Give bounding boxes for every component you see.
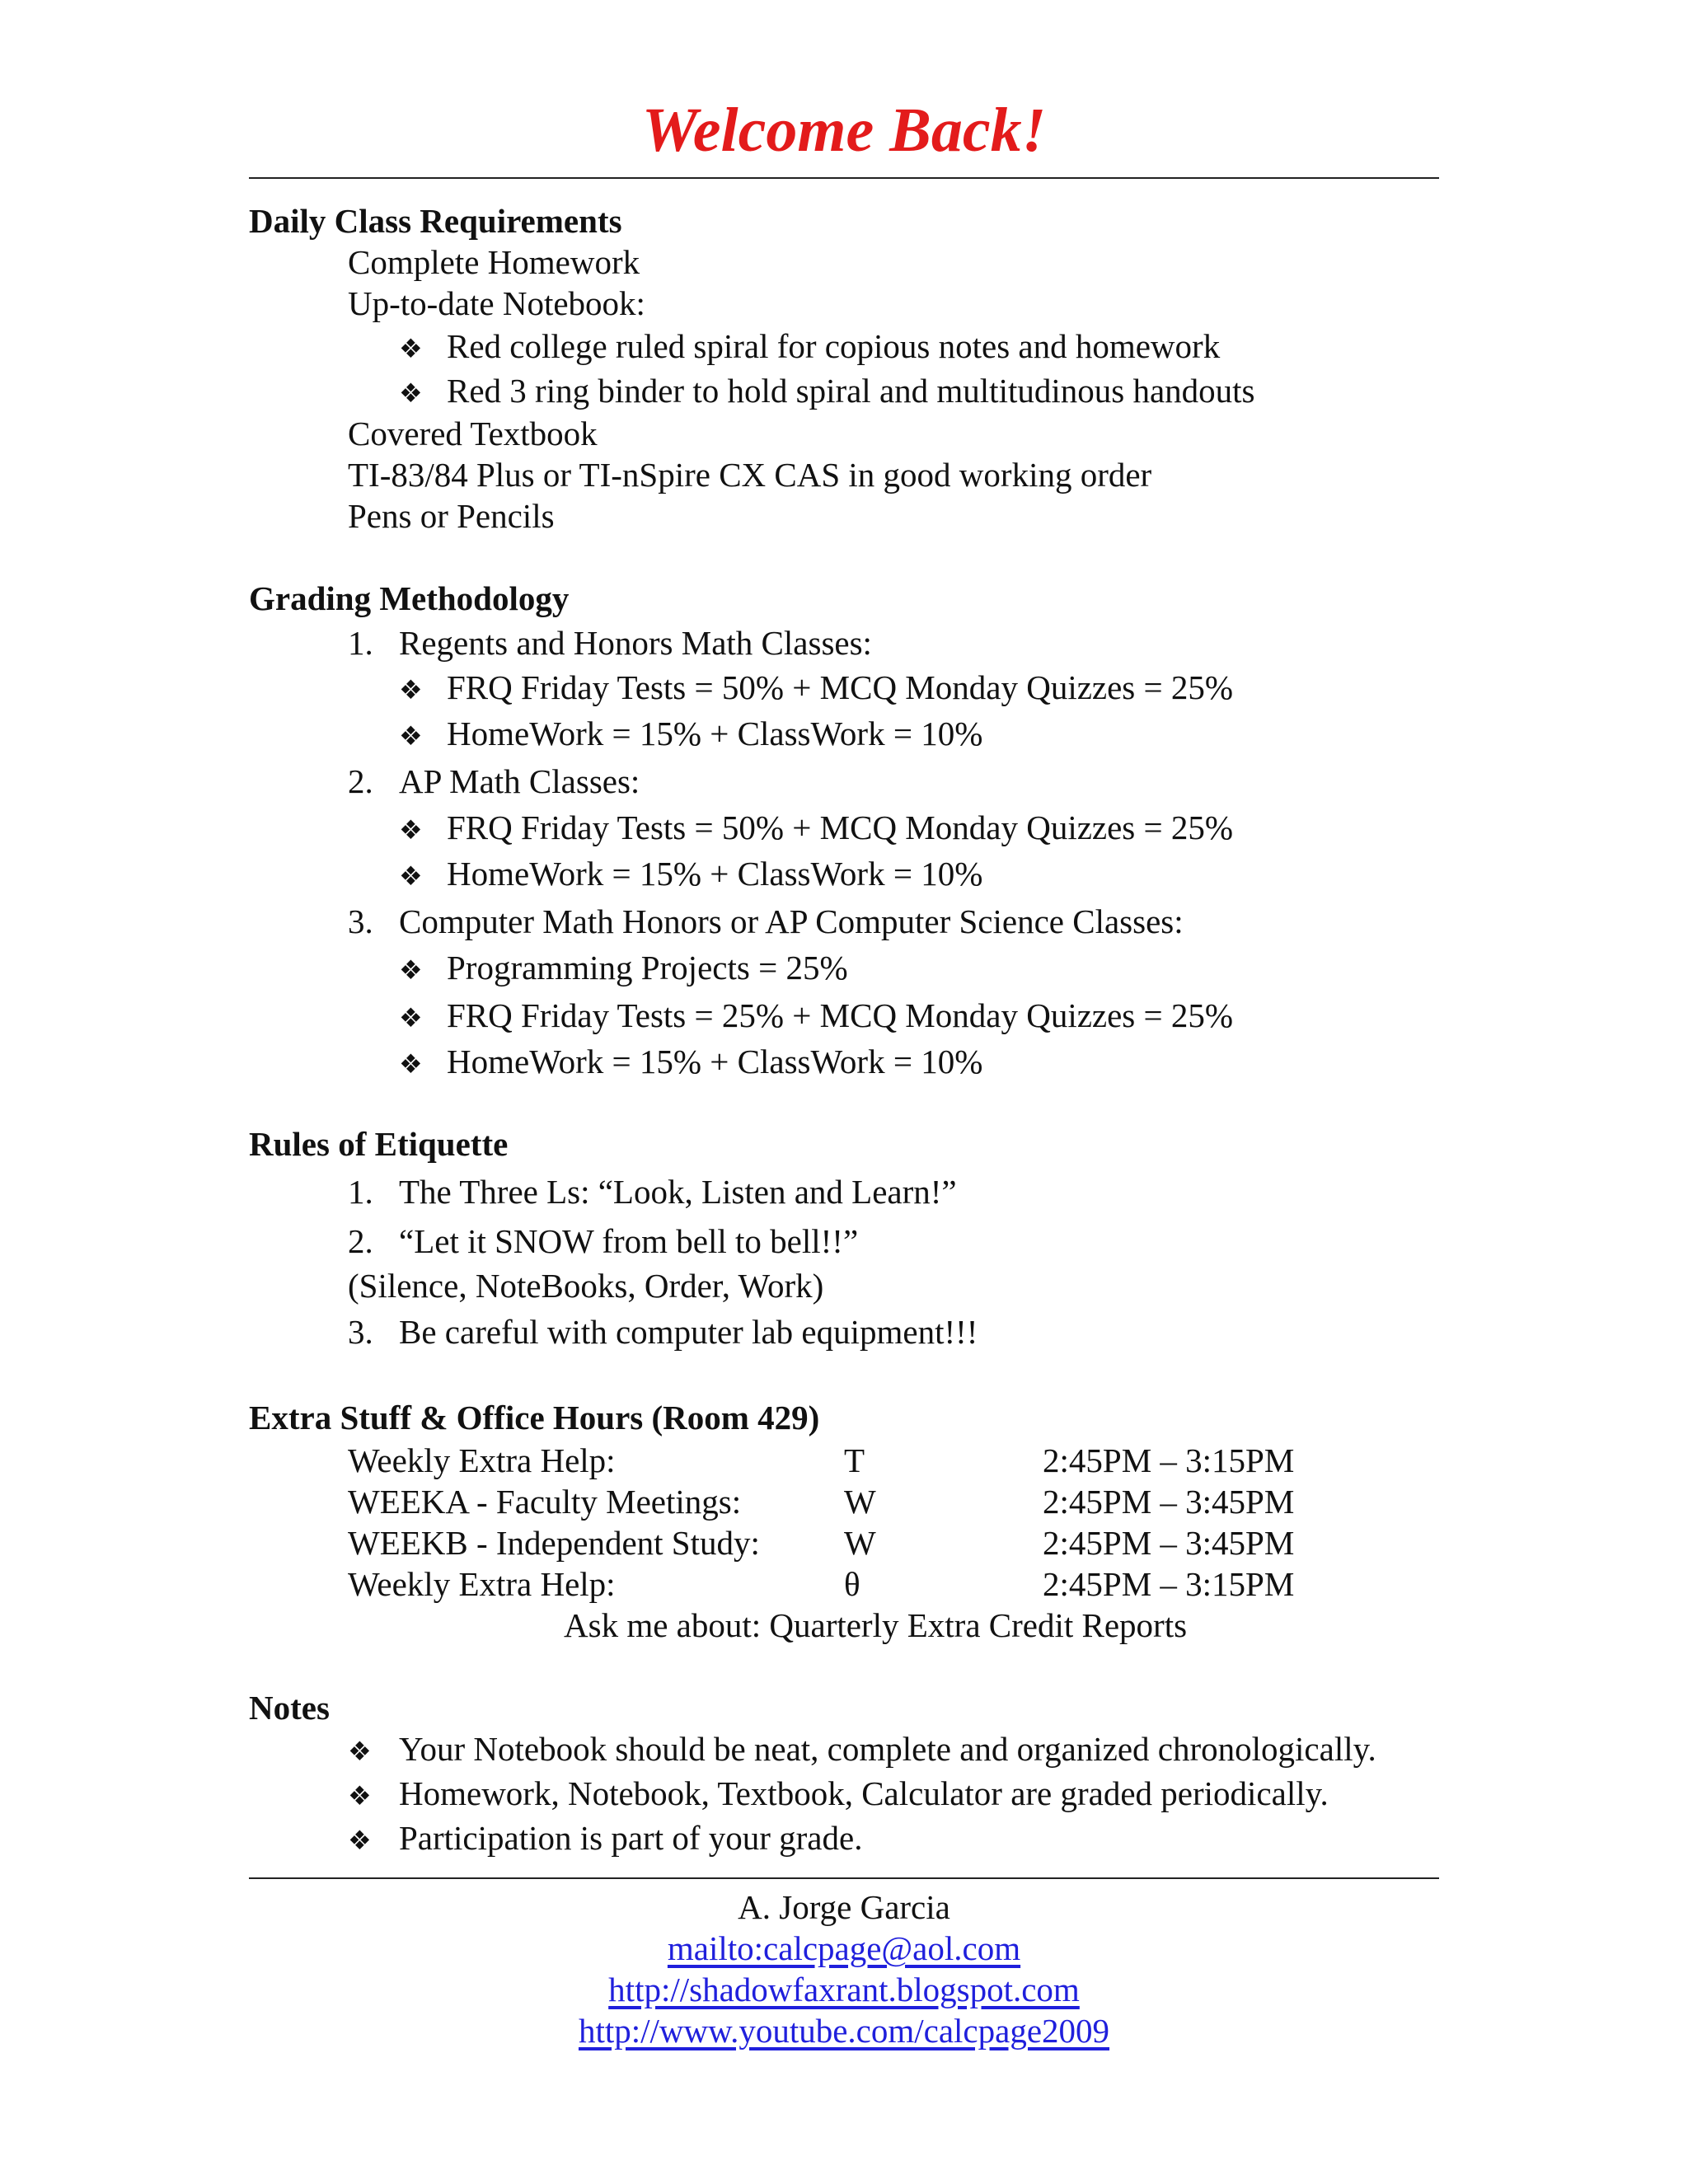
- blog-link[interactable]: http://shadowfaxrant.blogspot.com: [608, 1971, 1080, 2008]
- page-title: Welcome Back!: [641, 96, 1047, 165]
- daily-item: Complete Homework: [348, 243, 640, 281]
- diamond-bullet-icon: ❖: [399, 378, 423, 408]
- diamond-bullet-icon: ❖: [399, 334, 423, 363]
- etiquette-note: (Silence, NoteBooks, Order, Work): [348, 1267, 824, 1305]
- diamond-bullet-icon: ❖: [399, 861, 423, 891]
- list-item: ❖ HomeWork = 15% + ClassWork = 10%: [399, 715, 983, 752]
- email-link[interactable]: mailto:calcpage@aol.com: [667, 1929, 1021, 1967]
- email-link-wrap: [0, 1929, 1688, 1967]
- diamond-bullet-icon: ❖: [348, 1825, 372, 1855]
- daily-item: TI-83/84 Plus or TI-nSpire CX CAS in good working order: [348, 456, 1152, 494]
- office-hours-label: Weekly Extra Help:: [348, 1565, 616, 1603]
- bottom-divider: [249, 1877, 1439, 1879]
- youtube-link[interactable]: http://www.youtube.com/calcpage2009: [578, 2012, 1110, 2050]
- daily-item: Up-to-date Notebook:: [348, 284, 645, 322]
- office-hours-time: 2:45PM – 3:45PM: [1043, 1483, 1295, 1521]
- diamond-bullet-icon: ❖: [348, 1736, 372, 1766]
- etiquette-item: 3. Be careful with computer lab equipment!!!: [348, 1313, 978, 1351]
- office-hours-day: θ: [844, 1565, 860, 1603]
- daily-item: Covered Textbook: [348, 415, 598, 452]
- diamond-bullet-icon: ❖: [399, 815, 423, 845]
- extra-credit-note: Ask me about: Quarterly Extra Credit Reports: [564, 1606, 1188, 1644]
- extra-heading: Extra Stuff & Office Hours (Room 429): [249, 1399, 820, 1436]
- list-item: ❖ FRQ Friday Tests = 50% + MCQ Monday Quizzes = 25%: [399, 808, 1234, 846]
- diamond-bullet-icon: ❖: [348, 1781, 372, 1811]
- office-hours-time: 2:45PM – 3:15PM: [1043, 1565, 1295, 1603]
- list-item: ❖ Red 3 ring binder to hold spiral and multitudinous handouts: [399, 372, 1255, 410]
- office-hours-label: WEEKA - Faculty Meetings:: [348, 1483, 742, 1521]
- office-hours-label: WEEKB - Independent Study:: [348, 1524, 760, 1562]
- list-item: ❖ Red college ruled spiral for copious notes and homework: [399, 327, 1221, 365]
- office-hours-day: T: [844, 1441, 865, 1479]
- diamond-bullet-icon: ❖: [399, 721, 423, 751]
- daily-item: Pens or Pencils: [348, 497, 555, 535]
- grading-group-label: 3. Computer Math Honors or AP Computer Science Classes:: [348, 902, 1184, 940]
- office-hours-day: W: [844, 1483, 876, 1521]
- diamond-bullet-icon: ❖: [399, 1049, 423, 1079]
- list-item: ❖ HomeWork = 15% + ClassWork = 10%: [399, 1043, 983, 1080]
- etiquette-item: 2. “Let it SNOW from bell to bell!!”: [348, 1222, 859, 1260]
- blog-link-wrap: [0, 1973, 1688, 2007]
- office-hours-day: W: [844, 1524, 876, 1562]
- list-item: ❖ FRQ Friday Tests = 25% + MCQ Monday Quizzes = 25%: [399, 996, 1234, 1034]
- list-item: ❖ HomeWork = 15% + ClassWork = 10%: [399, 855, 983, 893]
- youtube-link-wrap: [0, 2014, 1688, 2048]
- diamond-bullet-icon: ❖: [399, 955, 423, 985]
- office-hours-time: 2:45PM – 3:15PM: [1043, 1441, 1295, 1479]
- diamond-bullet-icon: ❖: [399, 675, 423, 705]
- etiquette-item: 1. The Three Ls: “Look, Listen and Learn!”: [348, 1173, 957, 1211]
- daily-heading: Daily Class Requirements: [249, 202, 622, 240]
- list-item: ❖ FRQ Friday Tests = 50% + MCQ Monday Quizzes = 25%: [399, 668, 1234, 706]
- grading-group-label: 2. AP Math Classes:: [348, 762, 640, 800]
- notes-heading: Notes: [249, 1689, 330, 1727]
- office-hours-label: Weekly Extra Help:: [348, 1441, 616, 1479]
- list-item: ❖ Homework, Notebook, Textbook, Calculator are graded periodically.: [348, 1774, 1329, 1812]
- office-hours-time: 2:45PM – 3:45PM: [1043, 1524, 1295, 1562]
- diamond-bullet-icon: ❖: [399, 1003, 423, 1033]
- top-divider: [249, 177, 1439, 179]
- etiquette-heading: Rules of Etiquette: [249, 1125, 509, 1163]
- author-name: A. Jorge Garcia: [738, 1888, 950, 1926]
- list-item: ❖ Participation is part of your grade.: [348, 1819, 863, 1857]
- grading-group-label: 1. Regents and Honors Math Classes:: [348, 624, 872, 662]
- grading-heading: Grading Methodology: [249, 579, 570, 617]
- list-item: ❖ Programming Projects = 25%: [399, 949, 848, 987]
- list-item: ❖ Your Notebook should be neat, complete and organized chronologically.: [348, 1730, 1376, 1768]
